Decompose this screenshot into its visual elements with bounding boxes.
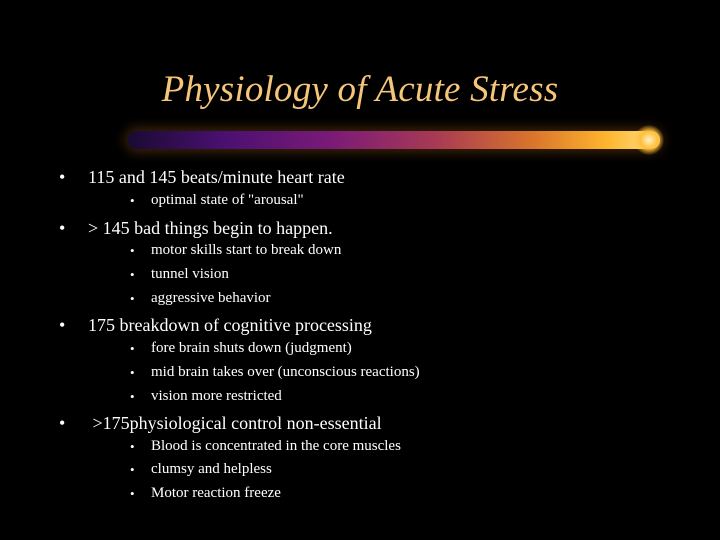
sub-bullet-text: vision more restricted [151,388,282,404]
sub-bullet-text: mid brain takes over (unconscious reactions) [151,364,420,380]
sub-bullet-text: tunnel vision [151,266,229,282]
sub-bullet-text: Motor reaction freeze [151,485,281,501]
sub-bullet-icon: • [130,462,135,477]
slide-title: Physiology of Acute Stress [161,69,559,110]
sub-bullet-icon: • [130,267,135,282]
bullet-point-text: 115 and 145 beats/minute heart rate [88,167,345,187]
bullet-icon: • [59,167,66,187]
sub-bullet-icon: • [130,291,135,306]
sub-bullet-text: Blood is concentrated in the core muscles [151,438,401,454]
bullet-point-text: > 145 bad things begin to happen. [88,218,333,238]
bullet-point-text: >175physiological control non-essential [88,413,382,433]
title-divider-bar [128,131,660,149]
sub-bullet-icon: • [130,243,135,258]
sub-bullet-icon: • [130,439,135,454]
bullet-icon: • [59,413,66,433]
sub-bullet-text: clumsy and helpless [151,461,272,477]
sub-bullet-text: motor skills start to break down [151,242,342,258]
sub-bullet-icon: • [130,389,135,404]
sub-bullet-icon: • [130,365,135,380]
sub-bullet-text: fore brain shuts down (judgment) [151,340,352,356]
sub-bullet-icon: • [130,486,135,501]
sub-bullet-text: optimal state of "arousal" [151,192,304,208]
divider-glow [634,125,664,155]
bullet-icon: • [59,315,66,335]
sub-bullet-text: aggressive behavior [151,290,271,306]
bullet-icon: • [59,218,66,238]
sub-bullet-icon: • [130,193,135,208]
sub-bullet-icon: • [130,341,135,356]
bullet-point-text: 175 breakdown of cognitive processing [88,315,372,335]
